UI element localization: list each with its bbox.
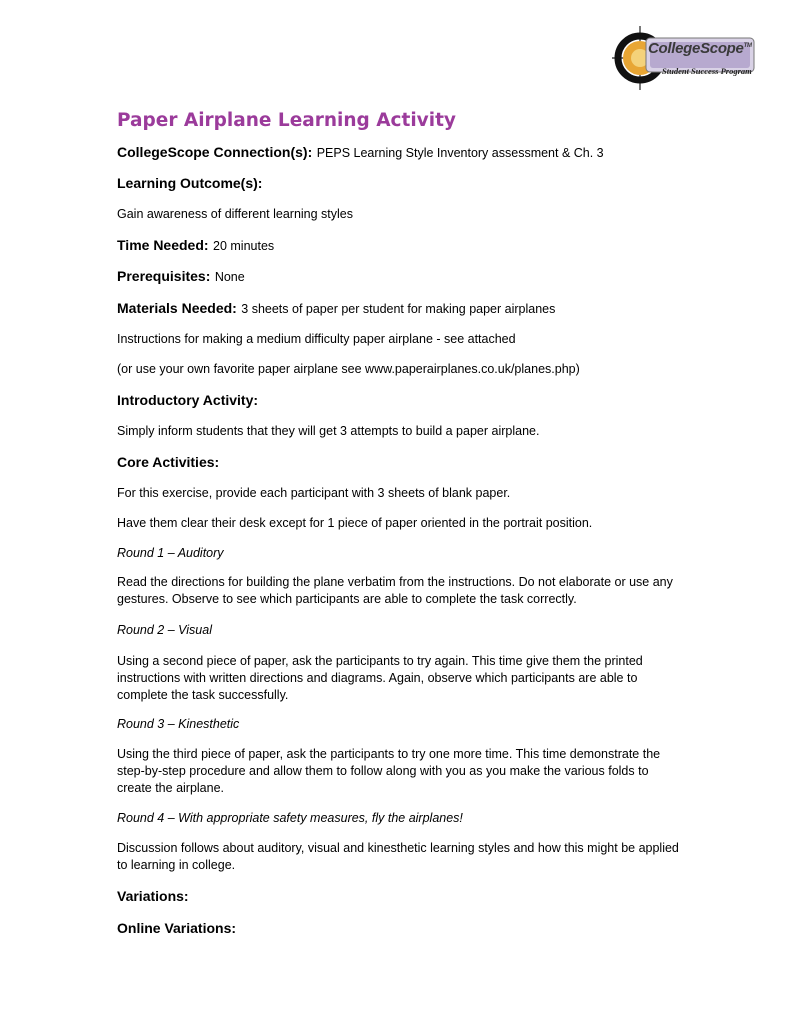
core-p1: For this exercise, provide each participant with 3 sheets of blank paper. [117,486,511,500]
materials-value: 3 sheets of paper per student for making paper airplanes [241,302,556,316]
core-p2: Have them clear their desk except for 1 piece of paper oriented in the portrait position. [117,516,593,530]
connection-row [117,144,604,162]
materials-label: Materials Needed: [117,300,237,316]
page-title: Paper Airplane Learning Activity [117,110,456,131]
round3-text: Using the third piece of paper, ask the participants to try one more time. This time demonstrate the step-by-step procedure and allow them to follow along with you as you make the various folds to create the airplane. [117,747,661,795]
time-label: Time Needed: [117,237,209,253]
outcome-heading: Learning Outcome(s): [117,175,263,191]
round1-text: Read the directions for building the plane verbatim from the instructions. Do not elaborate or use any gestures. Observe to see which participants are able to complete the task correctly. [117,575,673,606]
connection-label: CollegeScope Connection(s): [117,144,313,160]
round2-heading: Round 2 – Visual [117,623,212,637]
logo-brand: CollegeScope™ [648,40,752,57]
online-variations-heading: Online Variations: [117,920,237,936]
discussion-text: Discussion follows about auditory, visual and kinesthetic learning styles and how this might be applied to learning in college. [117,841,679,872]
connection-value: PEPS Learning Style Inventory assessment & Ch. 3 [316,146,604,160]
materials-line3: (or use your own favorite paper airplane see www.paperairplanes.co.uk/planes.php) [117,362,580,376]
materials-row [117,300,555,318]
time-row [117,237,274,255]
intro-text: Simply inform students that they will get 3 attempts to build a paper airplane. [117,424,540,438]
intro-heading: Introductory Activity: [117,392,259,408]
round2-text: Using a second piece of paper, ask the participants to try again. This time give them the printed instructions with written directions and diagrams. Again, observe which participants are able to complete the task successfully. [117,654,643,702]
variations-heading: Variations: [117,888,189,904]
prereq-label: Prerequisites: [117,268,211,284]
prereq-row [117,268,245,286]
materials-line2: Instructions for making a medium difficulty paper airplane - see attached [117,332,516,346]
time-value: 20 minutes [213,239,275,253]
round4-heading: Round 4 – With appropriate safety measures, fly the airplanes! [117,811,463,825]
prereq-value: None [214,270,245,284]
round1-heading: Round 1 – Auditory [117,546,224,560]
logo-emblem-icon [610,24,760,92]
outcome-text: Gain awareness of different learning styles [117,207,354,221]
core-heading: Core Activities: [117,454,220,470]
logo-tagline: Student Success Program [662,66,752,76]
round3-heading: Round 3 – Kinesthetic [117,717,240,731]
